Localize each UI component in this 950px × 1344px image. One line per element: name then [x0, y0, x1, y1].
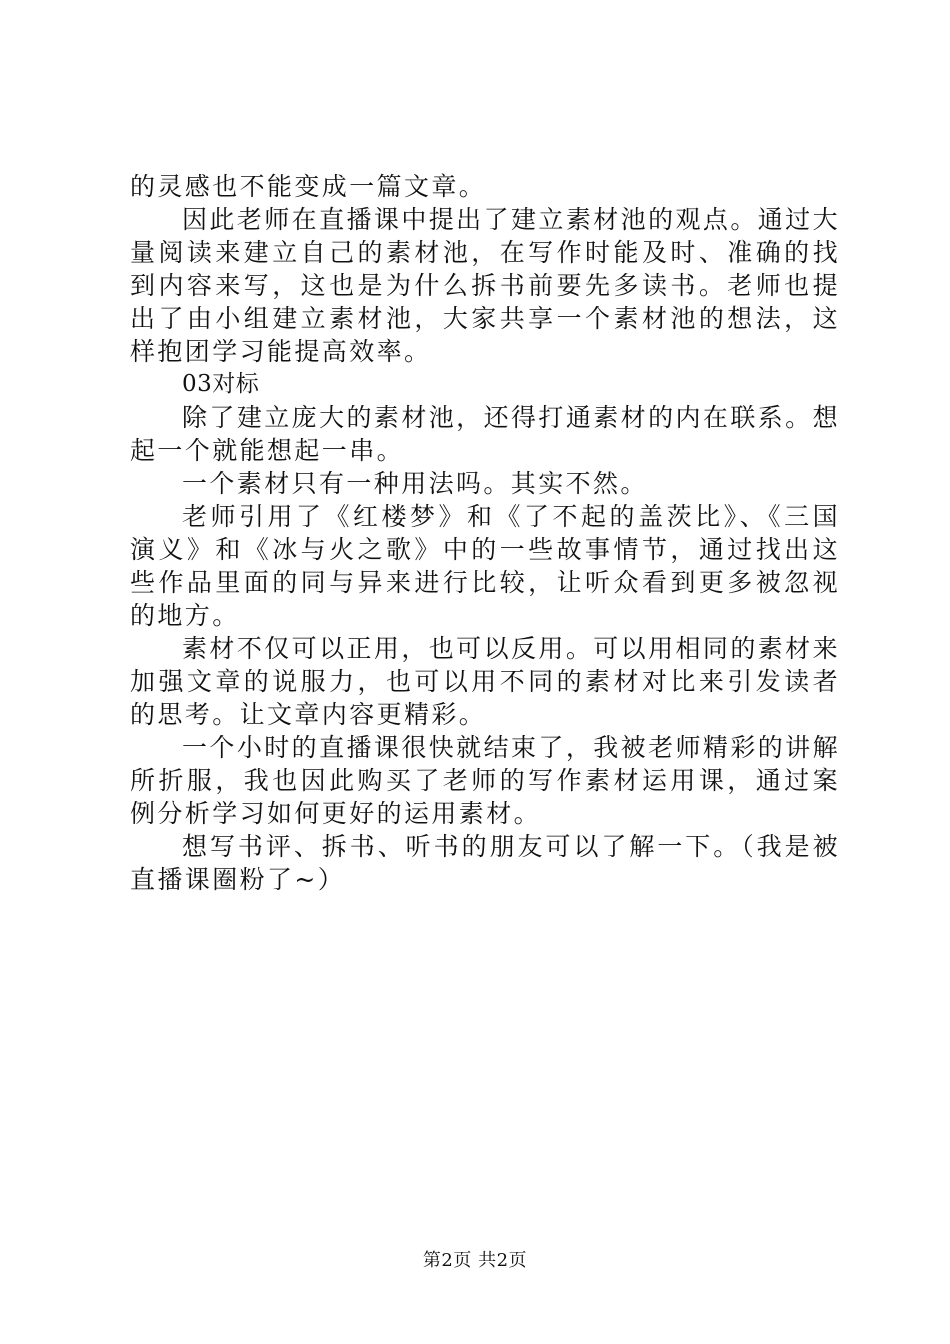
paragraph-positive-negative: 素材不仅可以正用，也可以反用。可以用相同的素材来加强文章的说服力，也可以用不同的素材对比来引发读者的思考。让文章内容更精彩。 [130, 634, 840, 729]
paragraph-closing: 想写书评、拆书、听书的朋友可以了解一下。（我是被直播课圈粉了~） [130, 832, 840, 894]
paragraph-material-pool: 因此老师在直播课中提出了建立素材池的观点。通过大量阅读来建立自己的素材池，在写作时能及时、准确的找到内容来写，这也是为什么拆书前要先多读书。老师也提出了由小组建立素材池，大家共享一个素材池的想法，这样抱团学习能提高效率。 [130, 205, 840, 366]
paragraph-inner-connection: 除了建立庞大的素材池，还得打通素材的内在联系。想起一个就能想起一串。 [130, 403, 840, 465]
document-body [130, 170, 840, 896]
section-heading-benchmark: 03对标 [182, 371, 260, 397]
paragraph-continuation: 的灵感也不能变成一篇文章。 [130, 172, 487, 201]
paragraph-course-end: 一个小时的直播课很快就结束了，我被老师精彩的讲解所折服，我也因此购买了老师的写作素材运用课，通过案例分析学习如何更好的运用素材。 [130, 733, 840, 828]
paragraph-comparison: 老师引用了《红楼梦》和《了不起的盖茨比》、《三国演义》和《冰与火之歌》中的一些故事情节，通过找出这些作品里面的同与异来进行比较，让听众看到更多被忽视的地方。 [130, 502, 840, 630]
page-footer: 第2页 共2页 [422, 1250, 528, 1271]
paragraph-one-usage: 一个素材只有一种用法吗。其实不然。 [182, 469, 648, 498]
